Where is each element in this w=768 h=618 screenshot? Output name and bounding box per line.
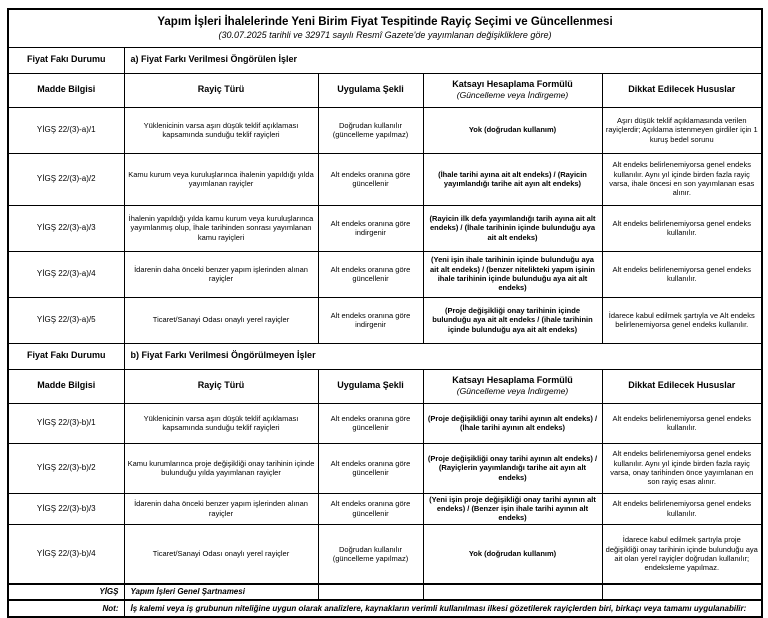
col-header-rayic: Rayiç Türü (124, 369, 318, 403)
cell-rayic-turu: Ticaret/Sanayi Odası onaylı yerel rayiçler (124, 524, 318, 584)
cell-madde-bilgisi: YİGŞ 22/(3)-b)/1 (8, 403, 124, 443)
cell-dikkat-hususlar: Alt endeks belirlenemiyorsa genel endeks kullanılır. (602, 493, 762, 524)
cell-dikkat-hususlar: Alt endeks belirlenemiyorsa genel endeks kullanılır. (602, 251, 762, 297)
col-header-katsayi-main: Katsayı Hesaplama Formülü (452, 79, 573, 90)
table-row (8, 153, 762, 205)
table-row (8, 403, 762, 443)
col-header-katsayi-main: Katsayı Hesaplama Formülü (452, 375, 573, 386)
cell-madde-bilgisi: YİGŞ 22/(3)-a)/2 (8, 153, 124, 205)
yigs-text: Yapım İşleri Genel Şartnamesi (124, 584, 318, 600)
cell-katsayi-formulu: (İhale tarihi ayına ait alt endeks) / (Rayicin yayımlandığı tarihe ait ayın alt endeks) (423, 153, 602, 205)
cell-uygulama-sekli: Alt endeks oranına göre güncellenir (318, 443, 423, 493)
cell-rayic-turu: Ticaret/Sanayi Odası onaylı yerel rayiçler (124, 297, 318, 343)
cell-uygulama-sekli: Alt endeks oranına göre güncellenir (318, 493, 423, 524)
cell-uygulama-sekli: Doğrudan kullanılır (güncelleme yapılmaz) (318, 107, 423, 153)
cell-uygulama-sekli: Alt endeks oranına göre güncellenir (318, 403, 423, 443)
cell-dikkat-hususlar: Alt endeks belirlenemiyorsa genel endeks kullanılır. Aynı yıl içinde birden fazla rayiç varsa, onay tarihinden önce yayımlanan en son rayiç esas alınır. (602, 443, 762, 493)
cell-katsayi-formulu: Yok (doğrudan kullanım) (423, 107, 602, 153)
cell-dikkat-hususlar: İdarece kabul edilmek şartıyla proje değişikliği onay tarihinin içinde bulunduğu aya ait olan yerel rayiçler doğrudan kullanılır; endeksleme yapılmaz. (602, 524, 762, 584)
section-b-label: Fiyat Fakı Durumu (8, 343, 124, 369)
cell-uygulama-sekli: Alt endeks oranına göre güncellenir (318, 153, 423, 205)
column-header-row-b (8, 369, 762, 403)
empty-cell (423, 584, 602, 600)
cell-dikkat-hususlar: Alt endeks belirlenemiyorsa genel endeks kullanılır. Aynı yıl içinde birden fazla rayiç varsa, ihale öncesi en son yayımlanan esas alınır. (602, 153, 762, 205)
yigs-definition-row (8, 584, 762, 600)
col-header-dikkat: Dikkat Edilecek Hususlar (602, 369, 762, 403)
cell-rayic-turu: Kamu kurum veya kuruluşlarınca ihalenin yapıldığı yılda yayımlanan rayiçler (124, 153, 318, 205)
table-row (8, 493, 762, 524)
table-row (8, 524, 762, 584)
yigs-label: YİGŞ (8, 584, 124, 600)
rayic-table (7, 8, 763, 618)
cell-dikkat-hususlar: Alt endeks belirlenemiyorsa genel endeks kullanılır. (602, 403, 762, 443)
table-row (8, 205, 762, 251)
cell-uygulama-sekli: Alt endeks oranına göre indirgenir (318, 205, 423, 251)
cell-madde-bilgisi: YİGŞ 22/(3)-a)/3 (8, 205, 124, 251)
cell-uygulama-sekli: Doğrudan kullanılır (güncelleme yapılmaz) (318, 524, 423, 584)
col-header-katsayi (423, 73, 602, 107)
cell-katsayi-formulu: (Rayicin ilk defa yayımlandığı tarih ayına ait alt endeks) / (İhale tarihinin içinde bulunduğu aya ait alt endeks) (423, 205, 602, 251)
title-body (8, 9, 762, 47)
cell-rayic-turu: İdarenin daha önceki benzer yapım işlerinden alınan rayiçler (124, 251, 318, 297)
col-header-uygulama: Uygulama Şekli (318, 73, 423, 107)
col-header-katsayi-sub: (Güncelleme veya İndirgeme) (456, 386, 569, 397)
title-row (8, 9, 762, 47)
col-header-katsayi (423, 369, 602, 403)
cell-katsayi-formulu: Yok (doğrudan kullanım) (423, 524, 602, 584)
cell-madde-bilgisi: YİGŞ 22/(3)-b)/4 (8, 524, 124, 584)
cell-rayic-turu: Yüklenicinin varsa aşırı düşük teklif açıklaması kapsamında sunduğu teklif rayiçleri (124, 403, 318, 443)
section-b-row (8, 343, 762, 369)
cell-madde-bilgisi: YİGŞ 22/(3)-a)/5 (8, 297, 124, 343)
table-row (8, 297, 762, 343)
section-b-body (8, 343, 762, 584)
section-b-heading: b) Fiyat Farkı Verilmesi Öngörülmeyen İşler (124, 343, 762, 369)
cell-dikkat-hususlar: Alt endeks belirlenemiyorsa genel endeks kullanılır. (602, 205, 762, 251)
note-text: İş kalemi veya iş grubunun niteliğine uygun olarak analizlere, kaynakların verimli kullanılması ilkesi gözetilerek rayiçlerden biri, birkaçı veya tamamı uygulanabilir: (124, 600, 762, 617)
cell-katsayi-formulu: (Proje değişikliği onay tarihinin içinde bulunduğu aya ait alt endeks / (ihale tarihinin içinde bulunduğu aya ait alt endeks) (423, 297, 602, 343)
cell-rayic-turu: İdarenin daha önceki benzer yapım işlerinden alınan rayiçler (124, 493, 318, 524)
cell-uygulama-sekli: Alt endeks oranına göre güncellenir (318, 251, 423, 297)
cell-rayic-turu: Kamu kurumlarınca proje değişikliği onay tarihinin içinde bulunduğu yılda yayımlanan rayiçler (124, 443, 318, 493)
cell-madde-bilgisi: YİGŞ 22/(3)-b)/2 (8, 443, 124, 493)
footer-body (8, 584, 762, 617)
col-header-madde: Madde Bilgisi (8, 73, 124, 107)
cell-dikkat-hususlar: Aşırı düşük teklif açıklamasında verilen rayiçlerdir; Açıklama istenmeyen girdiler için 1 kuruş bedel sorunu (602, 107, 762, 153)
empty-cell (602, 584, 762, 600)
cell-uygulama-sekli: Alt endeks oranına göre indirgenir (318, 297, 423, 343)
note-label: Not: (8, 600, 124, 617)
title-cell (8, 9, 762, 47)
section-a-body (8, 47, 762, 343)
section-a-heading: a) Fiyat Farkı Verilmesi Öngörülen İşler (124, 47, 762, 73)
section-a-row (8, 47, 762, 73)
cell-madde-bilgisi: YİGŞ 22/(3)-b)/3 (8, 493, 124, 524)
page-title: Yapım İşleri İhalelerinde Yeni Birim Fiyat Tespitinde Rayiç Seçimi ve Güncellenmesi (157, 15, 613, 28)
page-subtitle: (30.07.2025 tarihli ve 32971 sayılı Resmî Gazete'de yayımlanan değişikliklere göre) (218, 30, 552, 41)
col-header-rayic: Rayiç Türü (124, 73, 318, 107)
cell-katsayi-formulu: (Proje değişikliği onay tarihi ayının alt endeks) / (Rayiçlerin yayımlandığı tarihe ait ayın alt endeks) (423, 443, 602, 493)
cell-katsayi-formulu: (Yeni işin proje değişikliği onay tarihi ayının alt endeks) / (Benzer işin ihale tarihi ayının alt endeks) (423, 493, 602, 524)
cell-rayic-turu: İhalenin yapıldığı yılda kamu kurum veya kuruluşlarınca yayımlanmış olup, İhale tarihinden sonrası yayımlanan kamu rayiçleri (124, 205, 318, 251)
column-header-row-a (8, 73, 762, 107)
table-row (8, 443, 762, 493)
cell-madde-bilgisi: YİGŞ 22/(3)-a)/4 (8, 251, 124, 297)
col-header-katsayi-sub: (Güncelleme veya İndirgeme) (456, 90, 569, 101)
section-a-label: Fiyat Fakı Durumu (8, 47, 124, 73)
col-header-madde: Madde Bilgisi (8, 369, 124, 403)
cell-katsayi-formulu: (Yeni işin ihale tarihinin içinde bulunduğu aya ait alt endeks) / (benzer nitelikteki yapım işinin ihale tarihinin içinde bulunduğu aya ait alt endeks) (423, 251, 602, 297)
cell-katsayi-formulu: (Proje değişikliği onay tarihi ayının alt endeks) / (İhale tarihi ayının alt endeks) (423, 403, 602, 443)
cell-madde-bilgisi: YİGŞ 22/(3)-a)/1 (8, 107, 124, 153)
table-row (8, 251, 762, 297)
col-header-dikkat: Dikkat Edilecek Hususlar (602, 73, 762, 107)
col-header-uygulama: Uygulama Şekli (318, 369, 423, 403)
cell-rayic-turu: Yüklenicinin varsa aşırı düşük teklif açıklaması kapsamında sunduğu teklif rayiçleri (124, 107, 318, 153)
table-row (8, 107, 762, 153)
cell-dikkat-hususlar: İdarece kabul edilmek şartıyla ve Alt endeks belirlenemiyorsa genel endeks kullanılır. (602, 297, 762, 343)
empty-cell (318, 584, 423, 600)
